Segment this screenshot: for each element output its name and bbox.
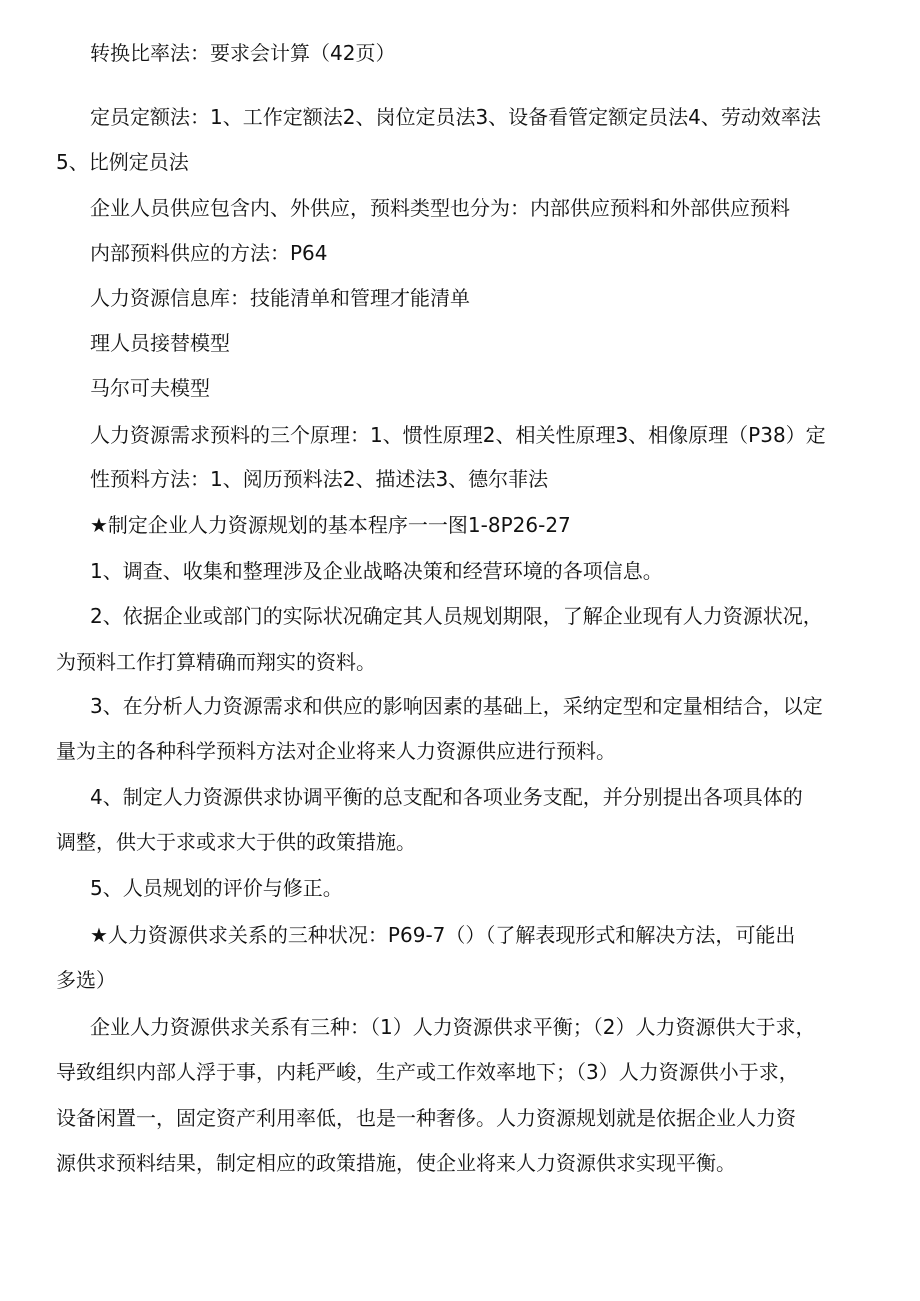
text-line-17: 4、制定人力资源供求协调平衡的总支配和各项业务支配，并分别提出各项具体的 — [90, 785, 803, 809]
text-line-19: 5、人员规划的评价与修正。 — [90, 876, 343, 900]
text-line-8: 马尔可夫模型 — [90, 376, 210, 400]
text-line-20: ★人力资源供求关系的三种状况：P69-7（）（了解表现形式和解决方法，可能出 — [90, 923, 796, 947]
text-line-21: 多选） — [56, 968, 116, 992]
text-line-16: 量为主的各种科学预料方法对企业将来人力资源供应进行预料。 — [56, 739, 616, 763]
text-line-2: 定员定额法：1、工作定额法2、岗位定员法3、设备看管定额定员法4、劳动效率法 — [90, 105, 821, 129]
text-line-11: ★制定企业人力资源规划的基本程序一一图1-8P26-27 — [90, 513, 571, 537]
text-line-7: 理人员接替模型 — [90, 331, 230, 355]
text-line-15: 3、在分析人力资源需求和供应的影响因素的基础上，采纳定型和定量相结合，以定 — [90, 694, 823, 718]
text-line-4: 企业人员供应包含内、外供应，预料类型也分为：内部供应预料和外部供应预料 — [90, 196, 790, 220]
text-line-3: 5、比例定员法 — [56, 150, 189, 174]
text-line-14: 为预料工作打算精确而翔实的资料。 — [56, 650, 376, 674]
text-line-1: 转换比率法：要求会计算（42页） — [90, 41, 396, 65]
text-line-9: 人力资源需求预料的三个原理：1、惯性原理2、相关性原理3、相像原理（P38）定 — [90, 423, 826, 447]
text-line-10: 性预料方法：1、阅历预料法2、描述法3、德尔菲法 — [90, 467, 549, 491]
text-line-13: 2、依据企业或部门的实际状况确定其人员规划期限，了解企业现有人力资源状况， — [90, 604, 823, 628]
text-line-18: 调整，供大于求或求大于供的政策措施。 — [56, 830, 416, 854]
text-line-6: 人力资源信息库：技能清单和管理才能清单 — [90, 286, 470, 310]
text-line-23: 导致组织内部人浮于事，内耗严峻，生产或工作效率地下；（3）人力资源供小于求， — [56, 1060, 799, 1084]
text-line-25: 源供求预料结果，制定相应的政策措施，使企业将来人力资源供求实现平衡。 — [56, 1151, 736, 1175]
text-line-5: 内部预料供应的方法：P64 — [90, 241, 328, 265]
text-line-24: 设备闲置一，固定资产利用率低，也是一种奢侈。人力资源规划就是依据企业人力资 — [56, 1106, 796, 1130]
text-line-12: 1、调查、收集和整理涉及企业战略决策和经营环境的各项信息。 — [90, 559, 663, 583]
text-line-22: 企业人力资源供求关系有三种：（1）人力资源供求平衡；（2）人力资源供大于求， — [90, 1015, 816, 1039]
